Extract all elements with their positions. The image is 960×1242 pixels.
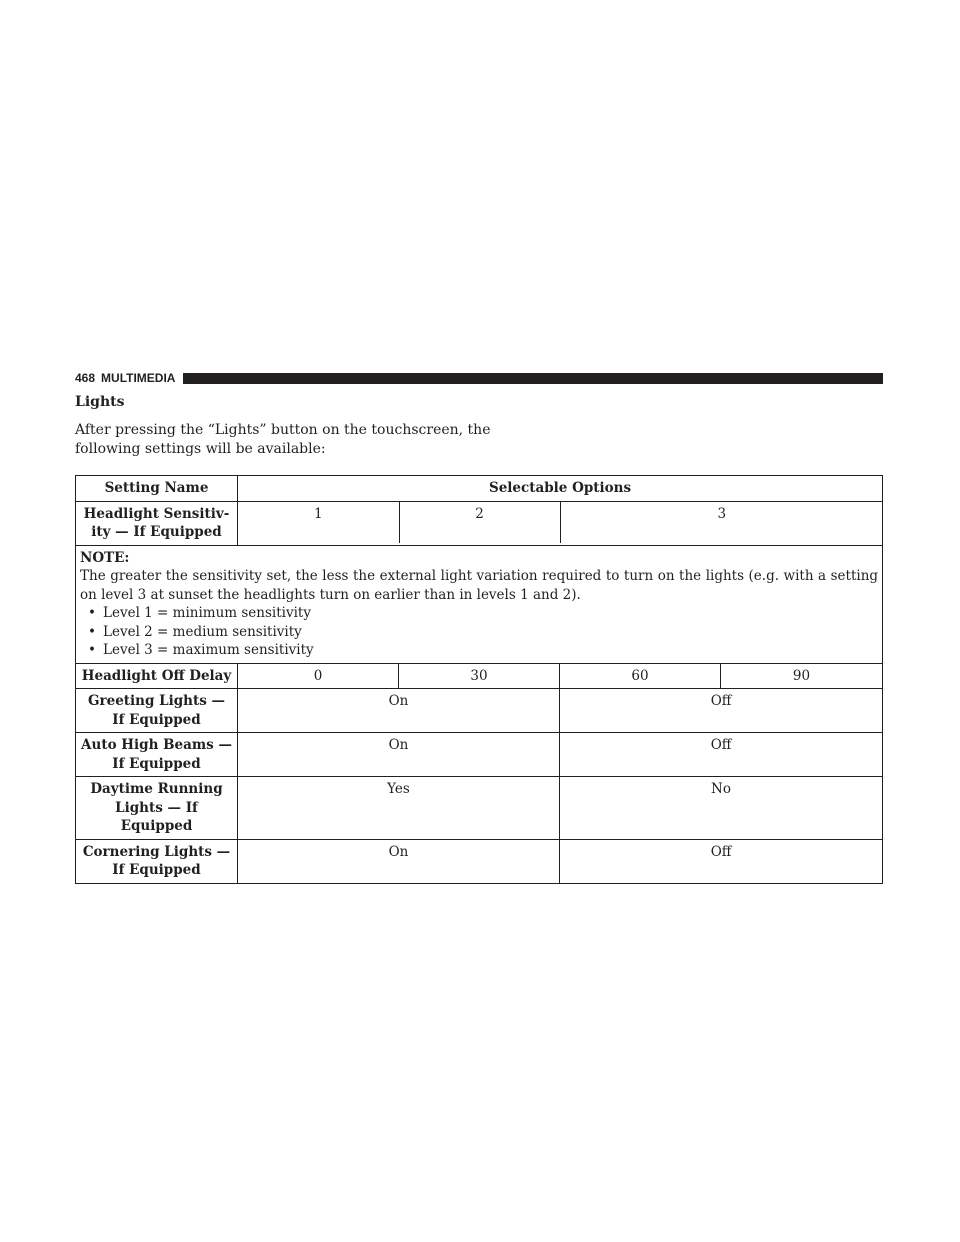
option-value: Off	[560, 733, 883, 777]
option-value: 2	[399, 502, 560, 543]
option-value: 0	[238, 663, 399, 689]
option-value: No	[560, 777, 883, 840]
table-row	[76, 689, 883, 733]
setting-name-header: Setting Name	[76, 476, 238, 502]
setting-name: Headlight Off Delay	[76, 663, 238, 689]
table-row	[76, 733, 883, 777]
option-value: 3	[717, 505, 727, 522]
page-title: Lights	[75, 394, 125, 410]
option-value: On	[238, 839, 560, 883]
table-row	[76, 501, 883, 545]
lights-settings-table	[75, 475, 883, 884]
list-item: • Level 3 = maximum sensitivity	[80, 641, 878, 660]
note-row	[76, 545, 883, 663]
table-row	[76, 839, 883, 883]
page-number: 468	[75, 371, 96, 385]
setting-name: Daytime Running Lights — If Equipped	[76, 777, 238, 840]
table-row	[76, 663, 883, 689]
intro-paragraph: After pressing the “Lights” button on the touchscreen, the following settings will be available:	[75, 422, 491, 457]
option-value: 60	[560, 663, 721, 689]
setting-name: Cornering Lights — If Equipped	[76, 839, 238, 883]
note-bullets	[80, 604, 878, 660]
option-value: Yes	[238, 777, 560, 840]
note-cell	[76, 545, 883, 663]
option-value: Off	[560, 689, 883, 733]
option-value: 30	[399, 663, 560, 689]
note-text: The greater the sensitivity set, the less the external light variation required to turn on the lights (e.g. with a setting on level 3 at sunset the headlights turn on earlier than in levels 1 and 2).	[80, 568, 879, 603]
header-rule	[183, 373, 883, 384]
section-title: MULTIMEDIA	[101, 371, 176, 385]
table-row	[76, 777, 883, 840]
option-value: 1	[238, 502, 399, 543]
option-value: Off	[560, 839, 883, 883]
list-item: • Level 1 = minimum sensitivity	[80, 604, 878, 623]
setting-name: Headlight Sensitiv- ity — If Equipped	[76, 501, 238, 545]
selectable-options-header: Selectable Options	[238, 476, 883, 502]
option-value: On	[238, 733, 560, 777]
setting-name: Auto High Beams — If Equipped	[76, 733, 238, 777]
page-header	[75, 371, 883, 385]
option-value: On	[238, 689, 560, 733]
list-item: • Level 2 = medium sensitivity	[80, 623, 878, 642]
table-header-row	[76, 476, 883, 502]
note-label: NOTE:	[80, 549, 130, 566]
setting-name: Greeting Lights — If Equipped	[76, 689, 238, 733]
option-value: 90	[721, 663, 883, 689]
